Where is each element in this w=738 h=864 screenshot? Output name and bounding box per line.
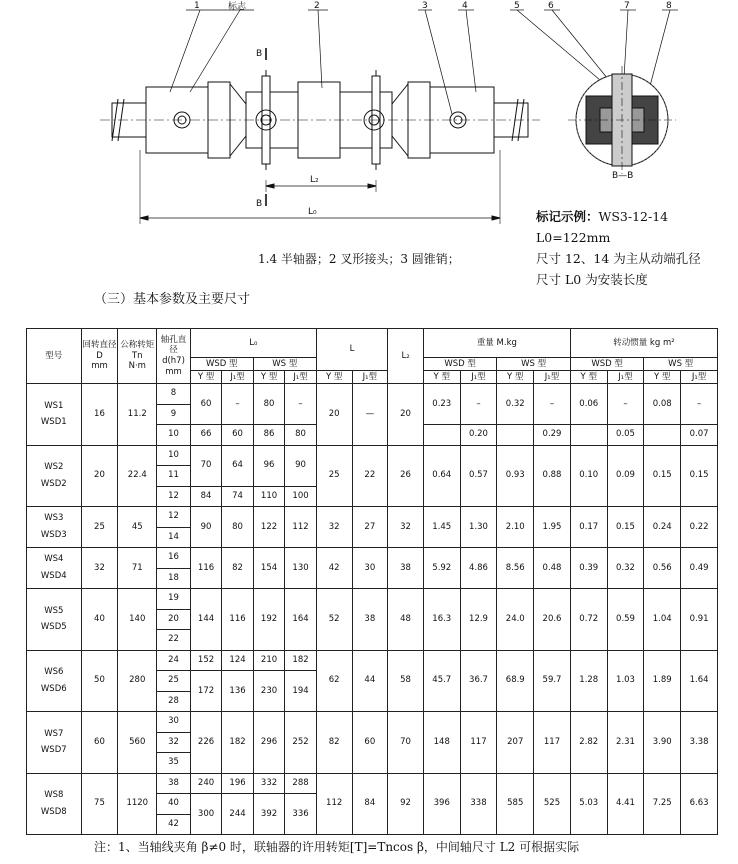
cell-L0: 154 — [253, 548, 285, 589]
cell-L0: 288 — [285, 773, 317, 794]
cell-L0: 336 — [285, 794, 317, 835]
cell-inertia: 0.15 — [607, 507, 644, 548]
cell-mass: 5.92 — [423, 548, 460, 589]
cell-mass: 148 — [423, 712, 460, 774]
cell-L0: 194 — [285, 671, 317, 712]
label-2: 2 — [314, 1, 320, 11]
cell-mass: 0.29 — [534, 425, 571, 446]
cell-nominal-torque: 22.4 — [118, 445, 157, 507]
cell-bore: 11 — [157, 466, 191, 487]
cell-rotation-diameter: 60 — [81, 712, 118, 774]
cell-mass: 0.48 — [534, 548, 571, 589]
cell-bore: 40 — [157, 794, 191, 815]
th-inertia: 转动惯量 kg m² — [570, 329, 717, 358]
cell-L0: 96 — [253, 445, 285, 486]
cell-inertia: 0.15 — [681, 445, 718, 507]
cell-bore: 28 — [157, 691, 191, 712]
cell-rotation-diameter: 50 — [81, 650, 118, 712]
cell-L0: 152 — [190, 650, 222, 671]
cell-rotation-diameter: 40 — [81, 589, 118, 651]
cell-inertia: 0.59 — [607, 589, 644, 651]
model-wsd: WSD2 — [40, 478, 67, 489]
cell-mass: 0.20 — [460, 425, 497, 446]
cell-mass: 8.56 — [497, 548, 534, 589]
cell-mass: 4.86 — [460, 548, 497, 589]
cell-inertia: 1.64 — [681, 650, 718, 712]
table-row — [27, 507, 718, 528]
cell-model — [27, 445, 82, 507]
table-row — [27, 384, 718, 405]
cell-L0: 300 — [190, 794, 222, 835]
cell-inertia: 0.91 — [681, 589, 718, 651]
model-ws: WS2 — [44, 462, 64, 473]
marking-line3: 尺寸 12、14 为主从动端孔径 — [536, 251, 701, 266]
cell-bore: 16 — [157, 548, 191, 569]
model-wsd: WSD3 — [40, 530, 67, 540]
label-5: 5 — [514, 1, 520, 11]
cell-nominal-torque: 45 — [118, 507, 157, 548]
cell-L0: 172 — [190, 671, 222, 712]
model-ws: WS5 — [44, 605, 64, 616]
cell-mass: 0.23 — [423, 384, 460, 425]
th-inertia-ws: WS 型 — [644, 358, 718, 371]
cell-L-y: 82 — [316, 712, 352, 774]
cell-bore: 10 — [157, 425, 191, 446]
cell-model — [27, 650, 82, 712]
cell-mass: 2.10 — [497, 507, 534, 548]
cell-L0: 124 — [222, 650, 254, 671]
parameter-table — [26, 328, 718, 835]
cell-inertia: – — [681, 384, 718, 425]
cell-bore: 12 — [157, 486, 191, 507]
cell-inertia — [570, 425, 607, 446]
cell-L0: 192 — [253, 589, 285, 651]
cell-bore: 25 — [157, 671, 191, 692]
cell-mass: 36.7 — [460, 650, 497, 712]
cell-L-j1: 60 — [352, 712, 388, 774]
label-4: 4 — [462, 1, 468, 11]
label-7: 7 — [624, 1, 630, 11]
l0-label: L₀ — [308, 207, 317, 217]
cell-bore: 10 — [157, 445, 191, 466]
cell-L0: 240 — [190, 773, 222, 794]
cell-L2: 20 — [388, 384, 424, 446]
cell-mass: 117 — [460, 712, 497, 774]
label-8: 8 — [666, 1, 672, 11]
cell-mass: 45.7 — [423, 650, 460, 712]
cell-bore: 35 — [157, 753, 191, 774]
cell-inertia: – — [607, 384, 644, 425]
cell-L0: 112 — [285, 507, 317, 548]
cell-L-y: 32 — [316, 507, 352, 548]
cell-model — [27, 773, 82, 835]
cell-model — [27, 507, 82, 548]
cell-L0: 130 — [285, 548, 317, 589]
cell-mass: 1.30 — [460, 507, 497, 548]
marking-title: 标记示例： — [536, 209, 599, 224]
l2-label: L₂ — [310, 175, 319, 185]
cell-inertia: 1.28 — [570, 650, 607, 712]
cell-mass: 59.7 — [534, 650, 571, 712]
cell-nominal-torque: 140 — [118, 589, 157, 651]
coupling-drawing — [0, 0, 738, 240]
cell-inertia: 1.03 — [607, 650, 644, 712]
cell-mass: 117 — [534, 712, 571, 774]
cell-L0: 252 — [285, 712, 317, 774]
cell-mass: 12.9 — [460, 589, 497, 651]
model-ws: WS1 — [44, 400, 64, 411]
th-L0-ws: WS 型 — [253, 358, 316, 371]
model-wsd: WSD6 — [40, 683, 67, 694]
cell-rotation-diameter: 16 — [81, 384, 118, 446]
cell-mass: 207 — [497, 712, 534, 774]
parts-caption: 1.4 半轴器；2 叉形接头；3 圆锥销； — [258, 252, 460, 266]
cell-inertia: 0.15 — [644, 445, 681, 507]
cell-nominal-torque: 280 — [118, 650, 157, 712]
label-3: 3 — [422, 1, 428, 11]
cell-bore: 22 — [157, 630, 191, 651]
cell-bore: 8 — [157, 384, 191, 405]
cell-inertia: 0.17 — [570, 507, 607, 548]
label-mark: 标志 — [228, 2, 247, 12]
th-L-y: Y 型 — [316, 371, 352, 384]
cell-L0: 164 — [285, 589, 317, 651]
cell-L0: 66 — [190, 425, 222, 446]
th-L0-wsd-j1: J₁型 — [222, 371, 254, 384]
cell-inertia: 7.25 — [644, 773, 681, 835]
cell-mass: – — [460, 384, 497, 425]
cell-inertia: 0.49 — [681, 548, 718, 589]
cell-bore: 18 — [157, 568, 191, 589]
cell-L-j1: 44 — [352, 650, 388, 712]
cell-nominal-torque: 560 — [118, 712, 157, 774]
cell-L0: 136 — [222, 671, 254, 712]
cell-inertia: 4.41 — [607, 773, 644, 835]
th-inertia-wsd-y: Y 型 — [570, 371, 607, 384]
marking-line1: WS3-12-14 — [598, 209, 669, 224]
cell-bore: 14 — [157, 527, 191, 548]
cell-inertia: 2.31 — [607, 712, 644, 774]
cell-L-j1: 27 — [352, 507, 388, 548]
section-title: （三）基本参数及主要尺寸 — [94, 292, 251, 307]
cell-L2: 38 — [388, 548, 424, 589]
cell-L2: 32 — [388, 507, 424, 548]
model-wsd: WSD1 — [40, 417, 67, 428]
cell-mass — [497, 425, 534, 446]
cell-L2: 70 — [388, 712, 424, 774]
cell-L0: 60 — [190, 384, 222, 425]
th-mass-ws-j1: J₁型 — [534, 371, 571, 384]
th-mass-ws-y: Y 型 — [497, 371, 534, 384]
cell-L2: 58 — [388, 650, 424, 712]
th-inertia-wsd: WSD 型 — [570, 358, 644, 371]
cell-bore: 12 — [157, 507, 191, 528]
cell-L0: 90 — [190, 507, 222, 548]
cell-L-y: 62 — [316, 650, 352, 712]
cell-L0: 86 — [253, 425, 285, 446]
marking-example — [536, 206, 701, 290]
th-L2: L₂ — [388, 329, 424, 384]
cell-L0: 296 — [253, 712, 285, 774]
cell-inertia: 0.08 — [644, 384, 681, 425]
cell-L0: 100 — [285, 486, 317, 507]
model-wsd: WSD8 — [40, 806, 67, 817]
cell-inertia: 0.22 — [681, 507, 718, 548]
cell-mass: 0.64 — [423, 445, 460, 507]
cell-mass: 525 — [534, 773, 571, 835]
cell-inertia: 0.05 — [607, 425, 644, 446]
model-wsd: WSD5 — [40, 622, 67, 633]
cell-inertia: 0.07 — [681, 425, 718, 446]
table-row — [27, 712, 718, 733]
cell-inertia: 3.38 — [681, 712, 718, 774]
cell-mass: 1.45 — [423, 507, 460, 548]
cell-inertia: 1.89 — [644, 650, 681, 712]
cell-mass: 24.0 — [497, 589, 534, 651]
th-bore: 轴孔直径 d(h7) mm — [157, 329, 191, 384]
cell-L0: 64 — [222, 445, 254, 486]
cell-L-y: 112 — [316, 773, 352, 835]
cell-mass: 1.95 — [534, 507, 571, 548]
cell-L-j1: 30 — [352, 548, 388, 589]
label-6: 6 — [548, 1, 554, 11]
section-view — [568, 66, 676, 174]
cell-mass: 20.6 — [534, 589, 571, 651]
cell-nominal-torque: 11.2 — [118, 384, 157, 446]
cell-L-y: 20 — [316, 384, 352, 446]
th-L0-ws-j1: J₁型 — [285, 371, 317, 384]
model-ws: WS6 — [44, 667, 64, 678]
cell-L0: 230 — [253, 671, 285, 712]
th-L0-ws-y: Y 型 — [253, 371, 285, 384]
th-L-j1: J₁型 — [352, 371, 388, 384]
cell-model — [27, 589, 82, 651]
table-row — [27, 548, 718, 569]
model-ws: WS8 — [44, 790, 64, 801]
cell-bore: 9 — [157, 404, 191, 425]
model-wsd: WSD4 — [40, 571, 67, 581]
cell-inertia: 0.72 — [570, 589, 607, 651]
cell-bore: 42 — [157, 814, 191, 835]
marking-line2: L0=122mm — [536, 230, 611, 245]
cell-L0: 80 — [222, 507, 254, 548]
cell-inertia: 0.32 — [607, 548, 644, 589]
cell-L0: 74 — [222, 486, 254, 507]
th-inertia-wsd-j1: J₁型 — [607, 371, 644, 384]
th-rotation-diameter: 回转直径 D mm — [81, 329, 118, 384]
cell-nominal-torque: 1120 — [118, 773, 157, 835]
cell-mass: 396 — [423, 773, 460, 835]
cell-inertia: 0.24 — [644, 507, 681, 548]
cell-inertia: 2.82 — [570, 712, 607, 774]
cell-mass: 338 — [460, 773, 497, 835]
cell-inertia: 0.10 — [570, 445, 607, 507]
cell-L0: 392 — [253, 794, 285, 835]
cell-L0: – — [222, 384, 254, 425]
label-1: 1 — [194, 1, 200, 11]
cell-L-y: 25 — [316, 445, 352, 507]
cell-L0: 80 — [285, 425, 317, 446]
cell-inertia: 0.09 — [607, 445, 644, 507]
th-L: L — [316, 329, 387, 371]
cell-inertia: 3.90 — [644, 712, 681, 774]
cell-L0: 122 — [253, 507, 285, 548]
cell-L0: 182 — [285, 650, 317, 671]
cell-mass: 585 — [497, 773, 534, 835]
section-view-label: B—B — [612, 171, 634, 181]
cell-L0: 116 — [190, 548, 222, 589]
model-wsd: WSD7 — [40, 745, 67, 756]
cell-L0: 70 — [190, 445, 222, 486]
cell-inertia — [644, 425, 681, 446]
cell-rotation-diameter: 20 — [81, 445, 118, 507]
table-row — [27, 445, 718, 466]
cell-L0: 226 — [190, 712, 222, 774]
th-nominal-torque: 公称转矩 Tn N·m — [118, 329, 157, 384]
th-mass-wsd: WSD 型 — [423, 358, 497, 371]
th-L0-wsd: WSD 型 — [190, 358, 253, 371]
cell-mass: 68.9 — [497, 650, 534, 712]
cell-inertia: 0.39 — [570, 548, 607, 589]
cell-model — [27, 712, 82, 774]
cell-mass: – — [534, 384, 571, 425]
model-ws: WS7 — [44, 728, 64, 739]
table-row — [27, 773, 718, 794]
cell-L0: 210 — [253, 650, 285, 671]
cell-mass: 0.57 — [460, 445, 497, 507]
cell-L2: 26 — [388, 445, 424, 507]
cell-bore: 20 — [157, 609, 191, 630]
model-ws: WS4 — [44, 554, 64, 565]
cell-inertia: 6.63 — [681, 773, 718, 835]
cell-rotation-diameter: 75 — [81, 773, 118, 835]
cell-L0: – — [285, 384, 317, 425]
th-mass-wsd-j1: J₁型 — [460, 371, 497, 384]
cell-model — [27, 548, 82, 589]
th-mass-ws: WS 型 — [497, 358, 571, 371]
cell-bore: 30 — [157, 712, 191, 733]
cell-L-j1: 38 — [352, 589, 388, 651]
cell-L0: 116 — [222, 589, 254, 651]
th-mass: 重量 M.kg — [423, 329, 570, 358]
th-L0: L₀ — [190, 329, 316, 358]
cell-inertia: 5.03 — [570, 773, 607, 835]
cell-L0: 110 — [253, 486, 285, 507]
section-mark-bottom: B — [256, 199, 263, 209]
th-inertia-ws-j1: J₁型 — [681, 371, 718, 384]
cell-rotation-diameter: 32 — [81, 548, 118, 589]
cell-inertia: 0.56 — [644, 548, 681, 589]
cell-L2: 92 — [388, 773, 424, 835]
cell-L2: 48 — [388, 589, 424, 651]
cell-mass: 0.88 — [534, 445, 571, 507]
section-mark-top: B — [256, 49, 263, 59]
cell-L0: 80 — [253, 384, 285, 425]
cell-L-y: 42 — [316, 548, 352, 589]
cell-bore: 19 — [157, 589, 191, 610]
marking-line4: 尺寸 L0 为安装长度 — [536, 272, 648, 287]
cell-inertia: 1.04 — [644, 589, 681, 651]
cell-mass: 0.93 — [497, 445, 534, 507]
table-row — [27, 650, 718, 671]
cell-L-j1: — — [352, 384, 388, 446]
cell-mass: 0.32 — [497, 384, 534, 425]
cell-L0: 82 — [222, 548, 254, 589]
cell-mass: 16.3 — [423, 589, 460, 651]
cell-L-j1: 22 — [352, 445, 388, 507]
cell-L0: 182 — [222, 712, 254, 774]
cell-bore: 32 — [157, 732, 191, 753]
model-ws: WS3 — [44, 513, 64, 524]
cell-mass — [423, 425, 460, 446]
cell-L-y: 52 — [316, 589, 352, 651]
cell-L0: 196 — [222, 773, 254, 794]
cell-L0: 90 — [285, 445, 317, 486]
th-L0-wsd-y: Y 型 — [190, 371, 222, 384]
cell-L0: 144 — [190, 589, 222, 651]
cell-L0: 332 — [253, 773, 285, 794]
th-model: 型号 — [27, 329, 82, 384]
cell-nominal-torque: 71 — [118, 548, 157, 589]
th-inertia-ws-y: Y 型 — [644, 371, 681, 384]
cell-rotation-diameter: 25 — [81, 507, 118, 548]
cell-bore: 38 — [157, 773, 191, 794]
cell-L0: 84 — [190, 486, 222, 507]
cell-L0: 60 — [222, 425, 254, 446]
footnote: 注：1、当轴线夹角 β≠0 时，联轴器的许用转矩[T]=Tncos β，中间轴尺寸 L2 可根据实际 — [94, 840, 580, 854]
cell-model — [27, 384, 82, 446]
cell-L0: 244 — [222, 794, 254, 835]
cell-inertia: 0.06 — [570, 384, 607, 425]
table-row — [27, 589, 718, 610]
cell-L-j1: 84 — [352, 773, 388, 835]
cell-bore: 24 — [157, 650, 191, 671]
th-mass-wsd-y: Y 型 — [423, 371, 460, 384]
